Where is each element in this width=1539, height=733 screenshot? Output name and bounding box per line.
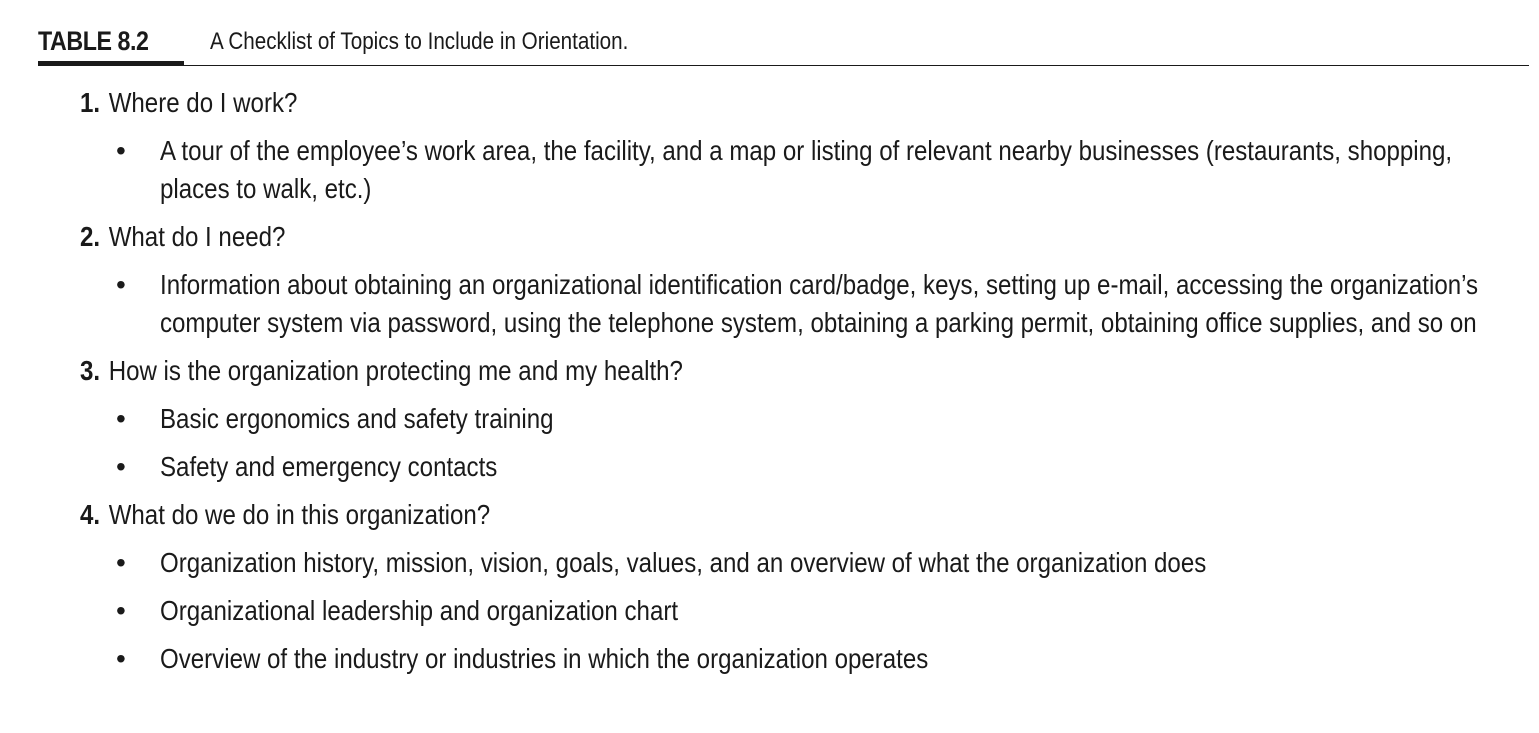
list-item-text: Basic ergonomics and safety training <box>160 403 554 434</box>
topic-question <box>80 352 1301 390</box>
bullet-icon: • <box>116 595 126 626</box>
list-item-text: Overview of the industry or industries in which the organization operates <box>160 643 929 674</box>
list-item-text: Information about obtaining an organizational identification card/badge, keys, setting up e-mail, accessing the organization’s computer system via password, using the telephone system, obtaining a parking permit, obtaining office supplies, and so on <box>160 269 1479 338</box>
list-item <box>80 592 1500 630</box>
list-item <box>80 132 1500 208</box>
topic-1 <box>80 84 1500 208</box>
bullet-icon: • <box>116 135 126 166</box>
table-label-block <box>38 22 184 66</box>
bullet-icon: • <box>116 547 126 578</box>
topic-number: 3. <box>80 355 101 386</box>
topic-number: 1. <box>80 87 101 118</box>
list-item <box>80 640 1500 678</box>
table-title: A Checklist of Topics to Include in Orientation. <box>210 28 629 55</box>
topic-question <box>80 496 1301 534</box>
list-item <box>80 266 1500 342</box>
table-header <box>38 22 1529 66</box>
list-item-text: Safety and emergency contacts <box>160 451 498 482</box>
topic-question-text: How is the organization protecting me and my health? <box>108 355 683 386</box>
topic-question-text: Where do I work? <box>108 87 298 118</box>
list-item-text: Organization history, mission, vision, goals, values, and an overview of what the organization does <box>160 547 1207 578</box>
topic-question-text: What do I need? <box>108 221 286 252</box>
bullet-icon: • <box>116 451 126 482</box>
checklist <box>80 84 1500 688</box>
bullet-icon: • <box>116 403 126 434</box>
topic-number: 2. <box>80 221 101 252</box>
list-item <box>80 400 1500 438</box>
list-item <box>80 448 1500 486</box>
list-item <box>80 544 1500 582</box>
list-item-text: Organizational leadership and organization chart <box>160 595 679 626</box>
bullet-icon: • <box>116 269 126 300</box>
topic-3 <box>80 352 1500 486</box>
header-rule <box>38 65 1529 67</box>
topic-question <box>80 84 1301 122</box>
topic-number: 4. <box>80 499 101 530</box>
table-label: TABLE 8.2 <box>38 26 149 56</box>
topic-question <box>80 218 1301 256</box>
topic-2 <box>80 218 1500 342</box>
topic-4 <box>80 496 1500 678</box>
bullet-icon: • <box>116 643 126 674</box>
topic-question-text: What do we do in this organization? <box>108 499 491 530</box>
list-item-text: A tour of the employee’s work area, the facility, and a map or listing of relevant nearby businesses (restaurants, shopping, places to walk, etc.) <box>160 135 1453 204</box>
